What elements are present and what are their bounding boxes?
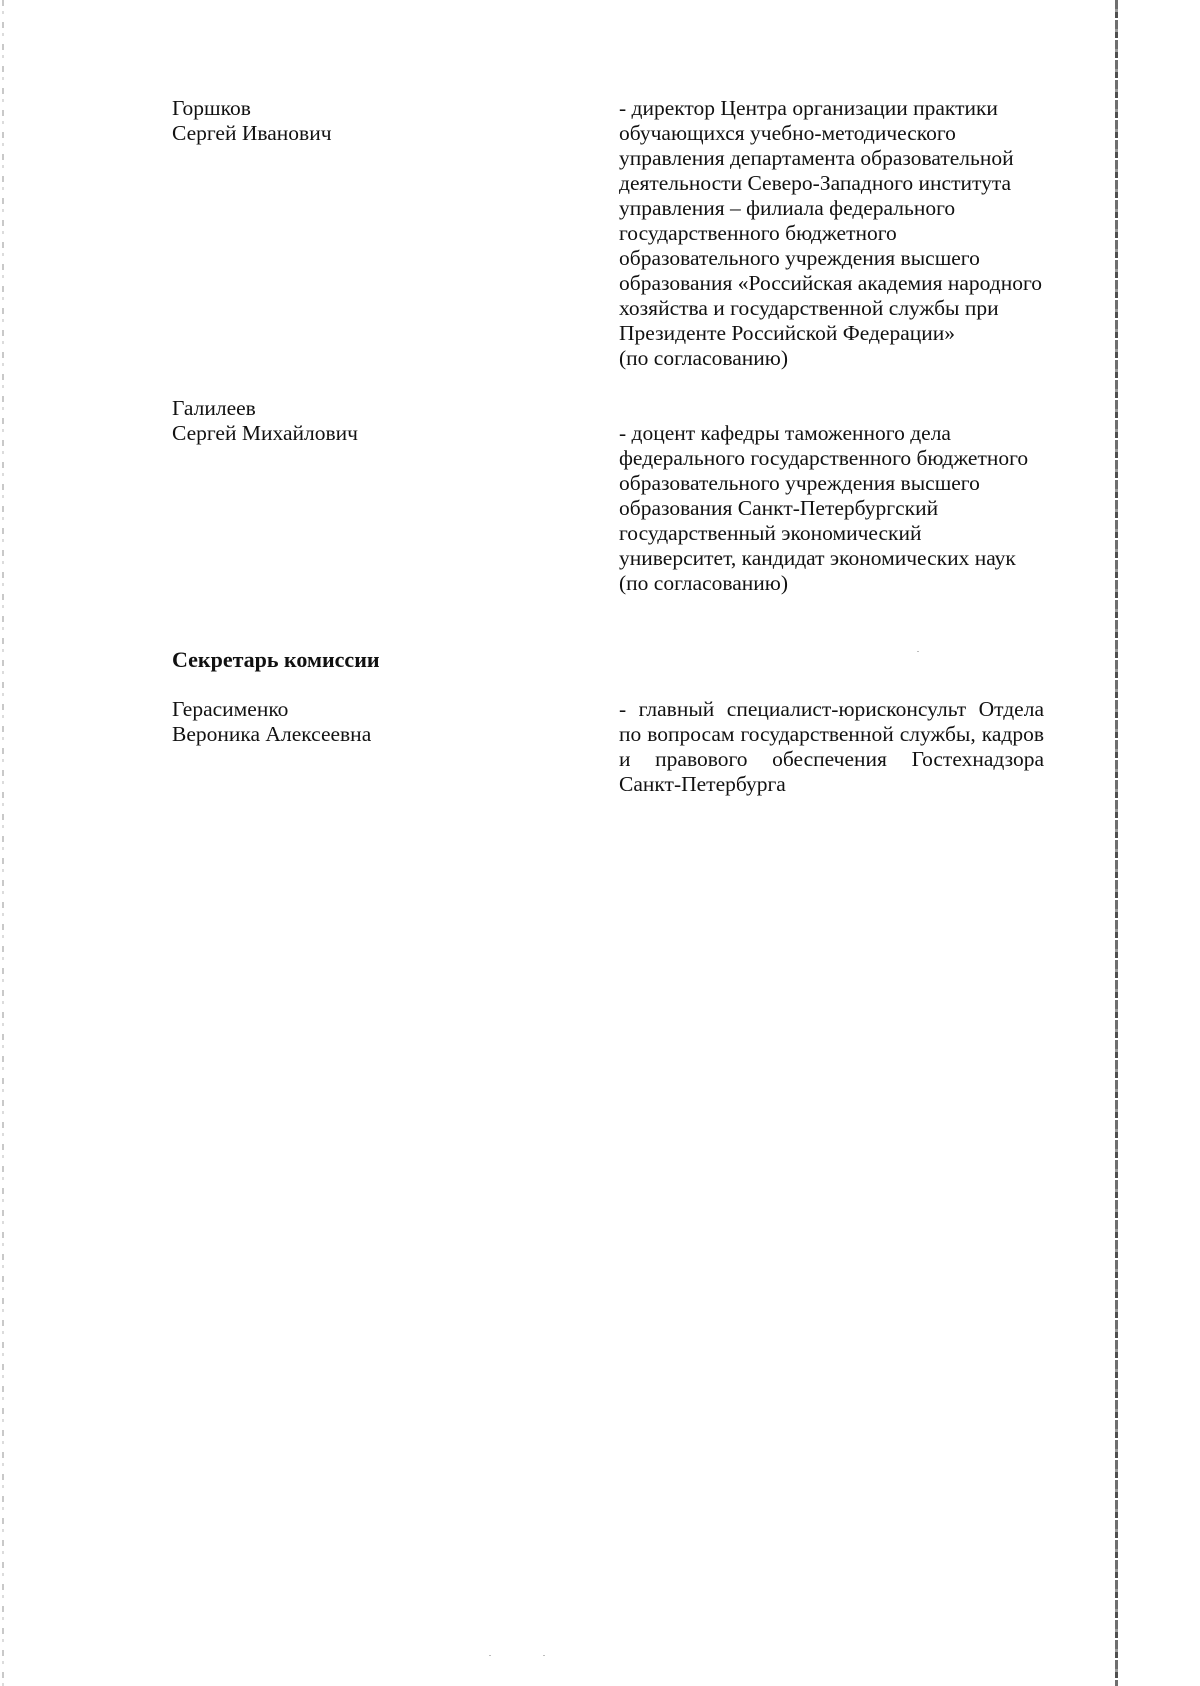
secretary-name: [172, 697, 572, 747]
member-given-names: Сергей Иванович: [172, 121, 332, 145]
secretary-description: - главный специалист-юрисконсульт Отдела по вопросам государственной службы, кадров и правового обеспечения Гостехнадзора Санкт-Петербурга: [619, 697, 1044, 796]
scan-speck: [543, 1655, 545, 1656]
member-name: [172, 96, 572, 146]
secretary-given-names: Вероника Алексеевна: [172, 722, 372, 746]
member-description-block: [619, 421, 1044, 596]
scan-speck: [917, 651, 919, 652]
scan-edge-right: [1115, 0, 1118, 1686]
secretary-description-block: [619, 697, 1044, 797]
member-surname: Горшков: [172, 96, 251, 120]
member-description: - директор Центра организации практики обучающихся учебно-методического управления департамента образовательной деятельности Северо-Западного института управления – филиала федерального государственного бюджетного образовательного учреждения высшего образования «Российская академия народного хозяйства и государственной службы при Президенте Российской Федерации»: [619, 96, 1043, 345]
member-description-block: [619, 96, 1044, 371]
member-given-names: Сергей Михайлович: [172, 421, 358, 445]
section-heading-secretary: Секретарь комиссии: [172, 647, 380, 672]
scan-speck: [489, 1655, 491, 1656]
member-surname: Галилеев: [172, 396, 256, 420]
member-name: [172, 396, 572, 446]
member-note: (по согласованию): [619, 346, 789, 370]
member-description: - доцент кафедры таможенного дела федерального государственного бюджетного образовательного учреждения высшего образования Санкт-Петербургский государственный экономический университет, кандидат экономических наук: [619, 421, 1029, 570]
secretary-surname: Герасименко: [172, 697, 289, 721]
scan-edge-left: [2, 0, 4, 1686]
member-note: (по согласованию): [619, 571, 789, 595]
